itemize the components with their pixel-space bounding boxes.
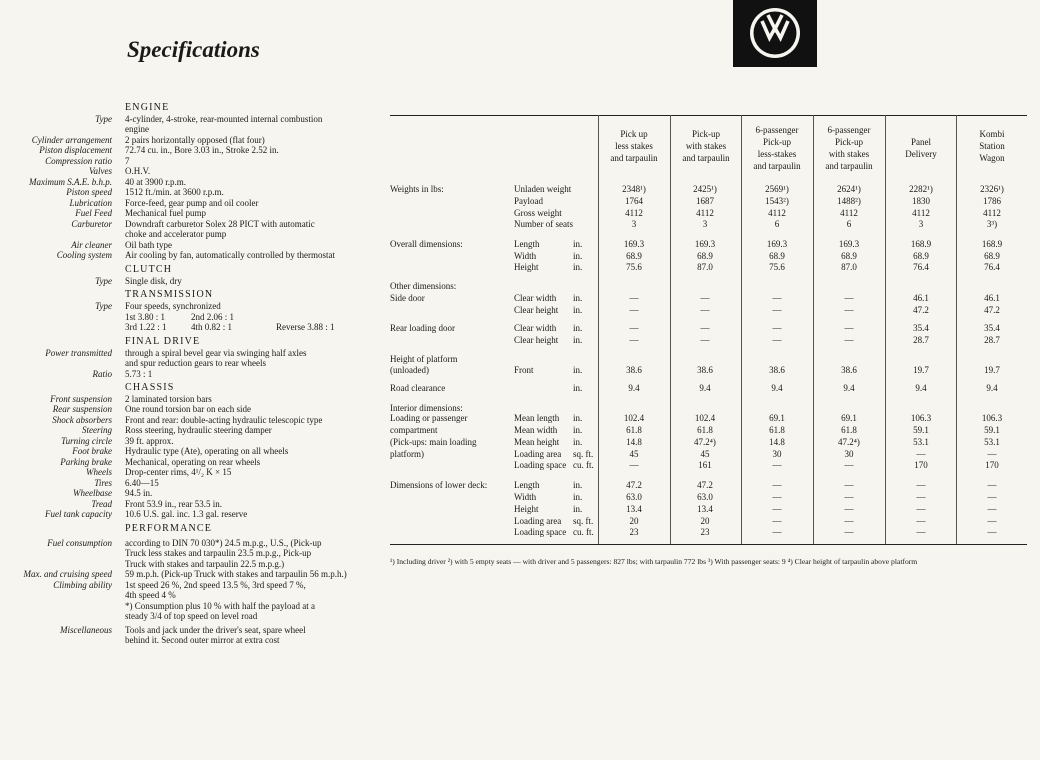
spec-row: Steering Ross steering, hydraulic steering damper [82,425,272,436]
row-unit: in. [573,365,583,375]
table-cell: 45 [700,449,710,459]
row-category: Other dimensions: [390,281,457,291]
table-cell: — [772,480,782,490]
performance-heading: PERFORMANCE [125,522,213,534]
table-cell: — [629,305,639,315]
table-cell: 53.1 [984,437,1000,447]
specification-list [0,102,380,646]
row-measure: Height [514,262,539,272]
row-measure: Mean height [514,437,560,447]
table-cell: 68.9 [984,251,1000,261]
column-divider [813,115,814,544]
table-cell: 35.4 [984,323,1000,333]
table-cell: 46.1 [984,293,1000,303]
table-cell: 2624¹) [837,184,861,194]
table-cell: 61.8 [841,425,857,435]
row-measure: Clear height [514,335,559,345]
spec-row: Fuel tank capacity 10.6 U.S. gal. inc. 1.3 gal. reserve [45,509,248,520]
table-bottom-rule [390,544,1027,545]
row-measure: Front [514,365,534,375]
table-cell: — [987,516,997,526]
table-cell: 168.9 [981,239,1003,249]
clutch-heading: CLUTCH [125,263,173,275]
table-cell: — [772,305,782,315]
table-cell: — [629,293,639,303]
final-drive-heading: FINAL DRIVE [125,335,201,347]
column-divider [885,115,886,544]
table-cell: 47.2⁴) [838,437,860,447]
table-cell: — [844,323,854,333]
row-measure: Gross weight [514,208,562,218]
row-measure: Width [514,251,537,261]
spec-row: Climbing ability 1st speed 26 %, 2nd speed 13.5 %, 3rd speed 7 %, 4th speed 4 % *) Consumption plus 10 % with half the payload at a steady 3/4 of top speed on level road [53,579,315,622]
table-cell: 35.4 [913,323,929,333]
row-category: Height of platform [390,354,458,364]
table-cell: — [844,492,854,502]
row-measure: Height [514,504,539,514]
row-measure: Mean length [514,413,560,423]
table-cell: 3 [702,219,708,229]
spec-row: Tires 6.40—15 [94,477,159,488]
table-cell: 47.2 [626,480,642,490]
table-cell: 47.2⁴) [694,437,716,447]
row-measure: Loading space [514,460,567,470]
table-cell: 9.4 [628,383,640,393]
table-cell: 61.8 [769,425,785,435]
table-cell: 6 [846,219,852,229]
row-unit: in. [573,305,583,315]
table-cell: 13.4 [697,504,713,514]
row-measure: Width [514,492,537,502]
table-cell: — [772,323,782,333]
row-unit: in. [573,251,583,261]
spec-row: Cylinder arrangement 2 pairs horizontally opposed (flat four) [31,134,265,145]
row-measure: Number of seats [514,219,573,229]
row-category: Loading or passenger [390,413,468,423]
table-cell: — [844,504,854,514]
table-cell: 1786 [983,196,1001,206]
row-category: Dimensions of lower deck: [390,480,488,490]
table-cell: 169.3 [694,239,716,249]
column-header: Panel Delivery [905,137,937,159]
spec-row: Ratio 5.73 : 1 [92,368,153,379]
table-cell: 47.2 [984,305,1000,315]
table-cell: — [700,305,710,315]
column-header: 6-passenger Pick-up with stakes and tarpaulin [825,125,873,171]
spec-row: Power transmitted through a spiral bevel gear via swinging half axles and spur reduction gears to rear wheels [45,347,307,369]
table-cell: 28.7 [984,335,1000,345]
table-cell: 9.4 [915,383,927,393]
row-category: Rear loading door [390,323,455,333]
table-cell: — [987,492,997,502]
table-cell: 68.9 [769,251,785,261]
table-cell: 169.3 [766,239,788,249]
gear-ratio-row: 3rd 1.22 : 1 4th 0.82 : 1 Reverse 3.88 : 1 [125,322,335,333]
spec-row: Carburetor Downdraft carburetor Solex 28 PICT with automatic choke and accelerator pump [71,218,315,240]
table-cell: 38.6 [769,365,785,375]
transmission-heading: TRANSMISSION [125,289,214,301]
spec-row: Wheels Drop-center rims, 4¹/₂ K × 15 [86,467,232,478]
table-cell: — [629,323,639,333]
row-unit: in. [573,262,583,272]
table-cell: — [772,492,782,502]
table-cell: 9.4 [843,383,855,393]
table-cell: 63.0 [626,492,642,502]
row-unit: in. [573,504,583,514]
table-cell: 1488²) [837,196,861,206]
table-cell: 9.4 [699,383,711,393]
table-cell: — [916,527,926,537]
table-cell: — [987,480,997,490]
table-cell: 47.2 [697,480,713,490]
row-measure: Loading space [514,527,567,537]
table-cell: 4112 [912,208,930,218]
row-unit: in. [573,437,583,447]
row-unit: in. [573,293,583,303]
table-cell: 1830 [912,196,930,206]
table-cell: 170 [985,460,999,470]
row-unit: in. [573,425,583,435]
table-cell: 13.4 [626,504,642,514]
row-measure: Length [514,480,540,490]
table-cell: — [844,460,854,470]
chassis-heading: CHASSIS [125,382,175,394]
table-cell: — [772,516,782,526]
table-cell: 4112 [625,208,643,218]
row-measure: Clear width [514,293,557,303]
spec-row: Piston speed 1512 ft./min. at 3600 r.p.m. [66,187,224,198]
table-cell: 2282¹) [909,184,933,194]
table-cell: — [772,293,782,303]
column-header: Pick up less stakes and tarpaulin [610,129,658,163]
row-category: Weights in lbs: [390,184,444,194]
spec-row: Shock absorbers Front and rear: double-acting hydraulic telescopic type [52,414,323,425]
table-cell: 23 [629,527,639,537]
table-cell: — [844,335,854,345]
table-cell: 20 [700,516,710,526]
table-top-rule [390,115,1027,116]
column-divider [741,115,742,544]
table-cell: — [987,449,997,459]
spec-row: Compression ratio 7 [45,155,130,166]
table-cell: 76.4 [984,262,1000,272]
spec-row: Max. and cruising speed 59 m.p.h. (Pick-up Truck with stakes and tarpaulin 56 m.p.h.) [23,569,347,580]
table-footnote: ¹) Including driver ²) with 5 empty seats — with driver and 5 passengers: 827 lbs; with tarpaulin 772 lbs ³) With passenger seats: 9 ⁴) Clear height of tarpaulin above platform [390,557,918,566]
table-cell: — [987,527,997,537]
column-divider [598,115,599,544]
row-measure: Clear height [514,305,559,315]
row-unit: in. [573,413,583,423]
row-measure: Unladen weight [514,184,572,194]
table-cell: 38.6 [841,365,857,375]
table-cell: 38.6 [626,365,642,375]
spec-row: Tread Front 53.9 in., rear 53.5 in. [91,498,222,509]
table-cell: 59.1 [984,425,1000,435]
table-cell: — [844,305,854,315]
table-cell: 47.2 [913,305,929,315]
row-measure: Length [514,239,540,249]
row-category: Interior dimensions: [390,403,463,413]
row-measure: Clear width [514,323,557,333]
row-category: platform) [390,449,424,459]
table-cell: — [916,492,926,502]
table-cell: 3 [631,219,637,229]
table-cell: — [844,516,854,526]
spec-row: Fuel Feed Mechanical fuel pump [75,208,206,219]
column-header: Kombi Station Wagon [979,129,1005,163]
table-cell: — [629,335,639,345]
row-unit: cu. ft. [573,527,594,537]
table-cell: 4112 [768,208,786,218]
spec-row: Type 4-cylinder, 4-stroke, rear-mounted internal combustion engine [95,113,323,135]
table-cell: 102.4 [623,413,645,423]
spec-row: Wheelbase 94.5 in. [73,488,153,499]
spec-row: Piston displacement 72.74 cu. in., Bore 3.03 in., Stroke 2.52 in. [39,145,279,156]
spec-row: Fuel consumption according to DIN 70 030*) 24.5 m.p.g., U.S., (Pick-up Truck less stakes and tarpaulin 23.5 m.p.g., Pick-up Truck with stakes and tarpaulin 22.5 m.p.g.) [47,537,322,569]
table-cell: — [916,480,926,490]
table-cell: — [916,516,926,526]
row-unit: in. [573,239,583,249]
table-cell: 68.9 [626,251,642,261]
table-cell: 3³) [986,219,998,229]
table-cell: — [987,504,997,514]
table-cell: 1543²) [765,196,789,206]
table-cell: 2425¹) [693,184,717,194]
table-cell: 20 [629,516,639,526]
vw-logo [733,0,817,67]
table-cell: 6 [774,219,780,229]
column-header: Pick-up with stakes and tarpaulin [682,129,730,163]
table-cell: — [700,323,710,333]
table-cell: 170 [914,460,928,470]
spec-row: Type Four speeds, synchronized [95,301,221,312]
row-category: compartment [390,425,438,435]
row-measure: Loading area [514,516,562,526]
table-cell: — [844,293,854,303]
table-cell: 76.4 [913,262,929,272]
spec-row: Cooling system Air cooling by fan, automatically controlled by thermostat [56,250,335,261]
row-unit: in. [573,323,583,333]
page-title: Specifications [127,37,260,62]
spec-row: Lubrication Force-feed, gear pump and oil cooler [69,197,259,208]
row-category: Overall dimensions: [390,239,463,249]
spec-row: Type Single disk, dry [95,275,182,286]
row-unit: in. [573,492,583,502]
table-cell: 68.9 [913,251,929,261]
table-cell: 68.9 [841,251,857,261]
gear-ratio-row: 1st 3.80 : 1 2nd 2.06 : 1 [125,311,235,322]
table-cell: 161 [698,460,712,470]
table-cell: — [772,335,782,345]
row-unit: in. [573,335,583,345]
table-cell: — [700,293,710,303]
table-cell: — [700,335,710,345]
table-cell: 3 [918,219,924,229]
table-cell: 75.6 [769,262,785,272]
column-header: 6-passenger Pick-up less-stakes and tarpaulin [753,125,801,171]
table-cell: 169.3 [838,239,860,249]
table-cell: 46.1 [913,293,929,303]
table-cell: 2569¹) [765,184,789,194]
spec-row: Foot brake Hydraulic type (Ate), operating on all wheels [72,446,289,457]
table-cell: — [844,480,854,490]
table-cell: 59.1 [913,425,929,435]
table-cell: 87.0 [841,262,857,272]
table-cell: 168.9 [910,239,932,249]
table-cell: 1687 [696,196,714,206]
spec-row: Front suspension 2 laminated torsion bars [50,393,212,404]
table-cell: 38.6 [697,365,713,375]
table-cell: — [629,460,639,470]
table-cell: 28.7 [913,335,929,345]
row-category: (unloaded) [390,365,429,375]
row-category: Side door [390,293,425,303]
table-cell: 4112 [696,208,714,218]
table-cell: 61.8 [626,425,642,435]
table-cell: 30 [772,449,782,459]
table-cell: — [916,449,926,459]
table-cell: 9.4 [771,383,783,393]
row-category: Road clearance [390,383,446,393]
table-cell: 102.4 [694,413,716,423]
table-cell: 69.1 [769,413,785,423]
row-unit: in. [573,383,583,393]
table-cell: 106.3 [910,413,932,423]
table-cell: 45 [629,449,639,459]
table-cell: 4112 [983,208,1001,218]
table-cell: 61.8 [697,425,713,435]
table-cell: — [772,460,782,470]
spec-row: Rear suspension One round torsion bar on each side [52,404,251,415]
table-cell: — [772,504,782,514]
table-cell: 75.6 [626,262,642,272]
table-cell: 63.0 [697,492,713,502]
table-cell: — [772,527,782,537]
table-cell: 68.9 [697,251,713,261]
table-cell: 19.7 [913,365,929,375]
spec-row: Miscellaneous Tools and jack under the driver's seat, spare wheel behind it. Second outer mirror at extra cost [60,624,306,646]
spec-row: Valves O.H.V. [89,166,151,177]
column-divider [956,115,957,544]
engine-heading: ENGINE [125,102,170,113]
table-cell: 23 [700,527,710,537]
table-cell: 1764 [625,196,643,206]
row-unit: sq. ft. [573,516,594,526]
table-cell: 9.4 [986,383,998,393]
row-unit: in. [573,480,583,490]
spec-row: Air cleaner Oil bath type [71,239,172,250]
row-unit: cu. ft. [573,460,594,470]
spec-row: Maximum S.A.E. b.h.p. 40 at 3900 r.p.m. [29,176,186,187]
column-divider [670,115,671,544]
table-cell: 2348¹) [622,184,646,194]
table-cell: 87.0 [697,262,713,272]
table-cell: 14.8 [626,437,642,447]
row-measure: Loading area [514,449,562,459]
spec-row: Parking brake Mechanical, operating on rear wheels [60,456,261,467]
table-cell: 169.3 [623,239,645,249]
table-cell: 69.1 [841,413,857,423]
table-cell: 19.7 [984,365,1000,375]
spec-row: Turning circle 39 ft. approx. [61,435,174,446]
row-category: (Pick-ups: main loading [390,437,477,447]
row-unit: sq. ft. [573,449,594,459]
table-cell: 2326¹) [980,184,1004,194]
row-measure: Mean width [514,425,558,435]
table-cell: 53.1 [913,437,929,447]
table-cell: — [916,504,926,514]
table-cell: — [844,527,854,537]
table-cell: 30 [844,449,854,459]
row-measure: Payload [514,196,543,206]
table-cell: 14.8 [769,437,785,447]
table-cell: 106.3 [981,413,1003,423]
table-cell: 4112 [840,208,858,218]
